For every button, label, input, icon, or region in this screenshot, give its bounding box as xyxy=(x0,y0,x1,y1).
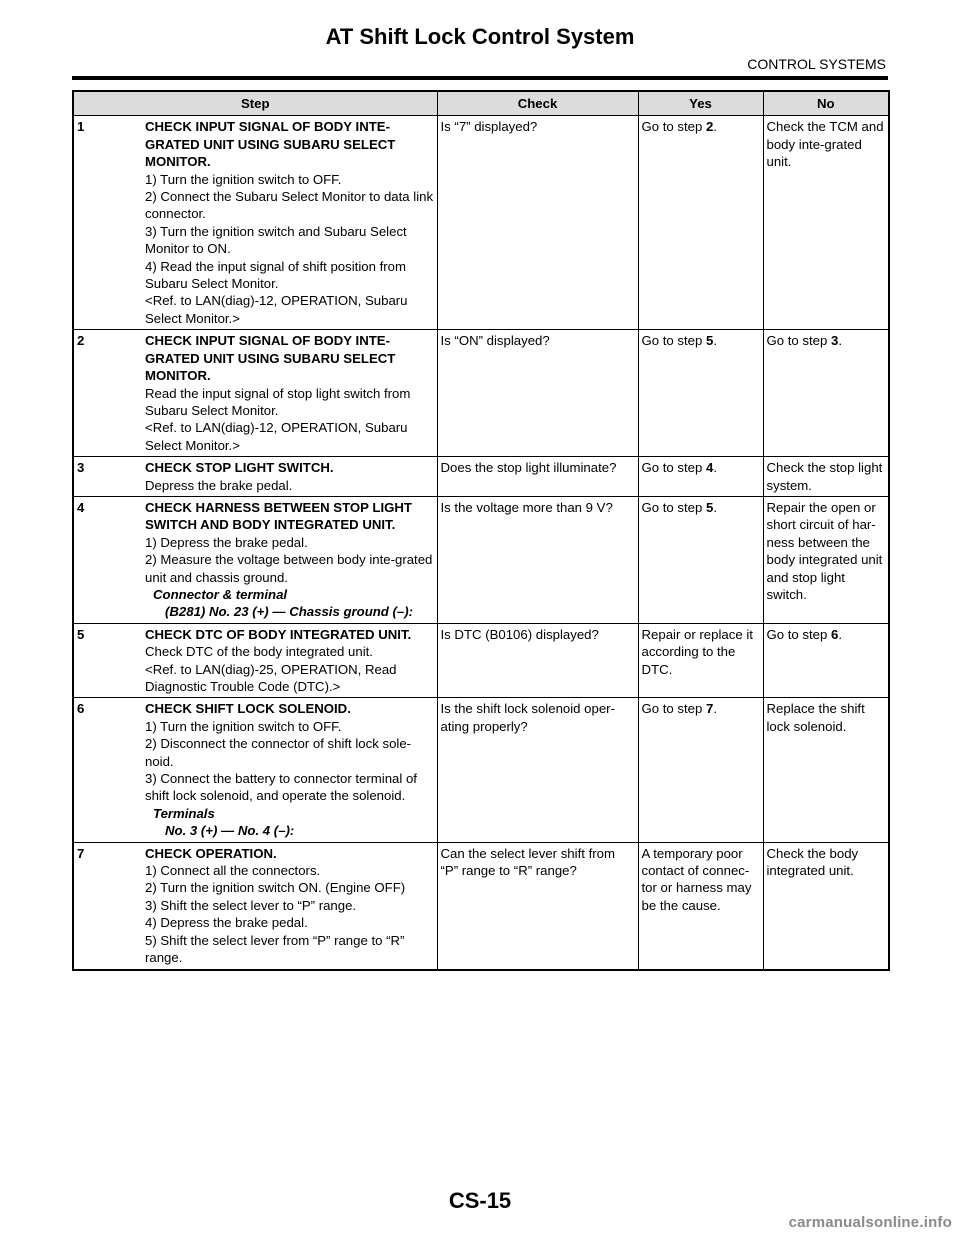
no-suffix: . xyxy=(838,333,843,349)
yes-action-text: Repair or replace it according to the DTC. xyxy=(641,626,753,677)
step-instruction: 4) Read the input signal of shift position from Subaru Select Monitor. xyxy=(145,258,406,292)
yes-goto-step: 5 xyxy=(706,333,714,349)
step-number: 6 xyxy=(77,701,85,717)
no-cell xyxy=(763,496,889,623)
yes-goto-step: 2 xyxy=(706,119,714,135)
step-instruction: Depress the brake pedal. xyxy=(145,477,293,493)
check-cell: Can the select lever shift from “P” range to “R” range? xyxy=(437,842,638,969)
step-cell xyxy=(73,457,437,497)
yes-action-text: Go to step xyxy=(641,333,707,349)
yes-goto-step: 7 xyxy=(706,701,714,717)
yes-suffix: . xyxy=(713,119,718,135)
step-title: CHECK DTC OF BODY INTEGRATED UNIT. xyxy=(145,626,412,642)
table-row xyxy=(73,116,889,330)
step-instruction: 5) Shift the select lever from “P” range to “R” range. xyxy=(145,932,405,966)
page-number: CS-15 xyxy=(448,1188,512,1213)
yes-action-text: Go to step xyxy=(641,460,707,476)
diagnostic-table xyxy=(72,90,890,971)
step-instruction: <Ref. to LAN(diag)-12, OPERATION, Subaru Select Monitor.> xyxy=(145,420,408,453)
step-title: CHECK HARNESS BETWEEN STOP LIGHT SWITCH AND BODY INTEGRATED UNIT. xyxy=(145,499,412,533)
step-instruction: 4) Depress the brake pedal. xyxy=(145,915,308,931)
step-number: 1 xyxy=(77,119,85,135)
yes-cell xyxy=(638,496,763,623)
step-instruction: 2) Disconnect the connector of shift lock sole-noid. xyxy=(145,736,412,769)
table-row xyxy=(73,330,889,457)
step-cell xyxy=(73,623,437,698)
step-instruction: <Ref. to LAN(diag)-12, OPERATION, Subaru Select Monitor.> xyxy=(145,293,408,326)
step-instruction: Check DTC of the body integrated unit. xyxy=(145,644,373,660)
step-title: CHECK STOP LIGHT SWITCH. xyxy=(145,460,334,476)
no-action-text: Go to step xyxy=(766,626,832,642)
step-instruction: 3) Connect the battery to connector terminal of shift lock solenoid, and operate the solenoid. xyxy=(145,771,417,804)
yes-goto-step: 4 xyxy=(706,460,714,476)
step-instruction: 3) Turn the ignition switch and Subaru Select Monitor to ON. xyxy=(145,223,407,257)
step-instruction: <Ref. to LAN(diag)-25, OPERATION, Read Diagnostic Trouble Code (DTC).> xyxy=(145,661,397,694)
step-instruction: Read the input signal of stop light switch from Subaru Select Monitor. xyxy=(145,385,411,418)
yes-cell xyxy=(638,330,763,457)
table-body xyxy=(73,116,889,970)
column-header-step: Step xyxy=(73,91,437,116)
step-number: 4 xyxy=(77,499,85,515)
no-cell xyxy=(763,457,889,497)
step-cell xyxy=(73,496,437,623)
step-instruction: 1) Connect all the connectors. xyxy=(145,863,321,879)
no-cell xyxy=(763,330,889,457)
yes-cell xyxy=(638,623,763,698)
step-cell xyxy=(73,330,437,457)
check-cell: Is DTC (B0106) displayed? xyxy=(437,623,638,698)
yes-cell xyxy=(638,842,763,969)
no-goto-step: 6 xyxy=(831,626,839,642)
step-cell xyxy=(73,842,437,969)
column-header-yes: Yes xyxy=(638,91,763,116)
terminal-spec: No. 3 (+) — No. 4 (–): xyxy=(165,823,295,839)
step-cell xyxy=(73,116,437,330)
step-instruction: 1) Depress the brake pedal. xyxy=(145,534,308,550)
no-action-text: Check the TCM and body inte-grated unit. xyxy=(766,119,884,170)
yes-action-text: Go to step xyxy=(641,701,707,717)
terminal-label: Connector & terminal xyxy=(153,586,288,602)
yes-action-text: A temporary poor contact of connec-tor or harness may be the cause. xyxy=(641,845,752,913)
step-cell xyxy=(73,698,437,842)
no-action-text: Check the stop light system. xyxy=(766,460,883,493)
no-goto-step: 3 xyxy=(831,333,839,349)
yes-cell xyxy=(638,457,763,497)
table-row xyxy=(73,698,889,842)
step-instruction: 2) Connect the Subaru Select Monitor to data link connector. xyxy=(145,189,434,222)
yes-suffix: . xyxy=(713,701,718,717)
table-row xyxy=(73,842,889,969)
step-instruction: 3) Shift the select lever to “P” range. xyxy=(145,897,357,913)
terminal-label: Terminals xyxy=(153,805,215,821)
no-cell xyxy=(763,698,889,842)
no-action-text: Check the body integrated unit. xyxy=(766,845,859,879)
no-suffix: . xyxy=(838,626,843,642)
table-row xyxy=(73,457,889,497)
yes-suffix: . xyxy=(713,333,718,349)
table-header-row xyxy=(73,91,889,116)
check-cell: Is the voltage more than 9 V? xyxy=(437,496,638,623)
terminal-spec: (B281) No. 23 (+) — Chassis ground (–): xyxy=(165,604,414,620)
step-number: 3 xyxy=(77,460,85,476)
yes-action-text: Go to step xyxy=(641,119,707,135)
step-instruction: 2) Turn the ignition switch ON. (Engine OFF) xyxy=(145,880,406,896)
page-title: AT Shift Lock Control System xyxy=(325,24,635,49)
yes-suffix: . xyxy=(713,460,718,476)
no-action-text: Go to step xyxy=(766,333,832,349)
no-cell xyxy=(763,116,889,330)
section-name: CONTROL SYSTEMS xyxy=(747,56,886,72)
header-rule xyxy=(72,76,888,80)
check-cell: Is “ON” displayed? xyxy=(437,330,638,457)
no-cell xyxy=(763,623,889,698)
step-title: CHECK OPERATION. xyxy=(145,845,277,861)
column-header-check: Check xyxy=(437,91,638,116)
no-action-text: Repair the open or short circuit of har-ness between the body integrated unit and stop light switch. xyxy=(766,499,883,602)
step-title: CHECK INPUT SIGNAL OF BODY INTE- GRATED UNIT USING SUBARU SELECT MONITOR. xyxy=(145,119,396,170)
step-instruction: 1) Turn the ignition switch to OFF. xyxy=(145,718,342,734)
check-cell: Does the stop light illuminate? xyxy=(437,457,638,497)
yes-cell xyxy=(638,698,763,842)
step-instruction: 2) Measure the voltage between body inte-grated unit and chassis ground. xyxy=(145,552,433,585)
step-instruction: 1) Turn the ignition switch to OFF. xyxy=(145,171,342,187)
yes-goto-step: 5 xyxy=(706,499,714,515)
no-cell xyxy=(763,842,889,969)
step-title: CHECK INPUT SIGNAL OF BODY INTE- GRATED UNIT USING SUBARU SELECT MONITOR. xyxy=(145,333,396,384)
check-cell: Is the shift lock solenoid oper-ating properly? xyxy=(437,698,638,842)
watermark: carmanualsonline.info xyxy=(788,1214,952,1231)
table-row xyxy=(73,496,889,623)
check-cell: Is “7” displayed? xyxy=(437,116,638,330)
step-number: 2 xyxy=(77,333,85,349)
table-row xyxy=(73,623,889,698)
yes-cell xyxy=(638,116,763,330)
step-number: 7 xyxy=(77,845,85,861)
step-number: 5 xyxy=(77,626,85,642)
yes-suffix: . xyxy=(713,499,718,515)
step-title: CHECK SHIFT LOCK SOLENOID. xyxy=(145,701,351,717)
column-header-no: No xyxy=(763,91,889,116)
yes-action-text: Go to step xyxy=(641,499,707,515)
no-action-text: Replace the shift lock solenoid. xyxy=(766,701,865,734)
